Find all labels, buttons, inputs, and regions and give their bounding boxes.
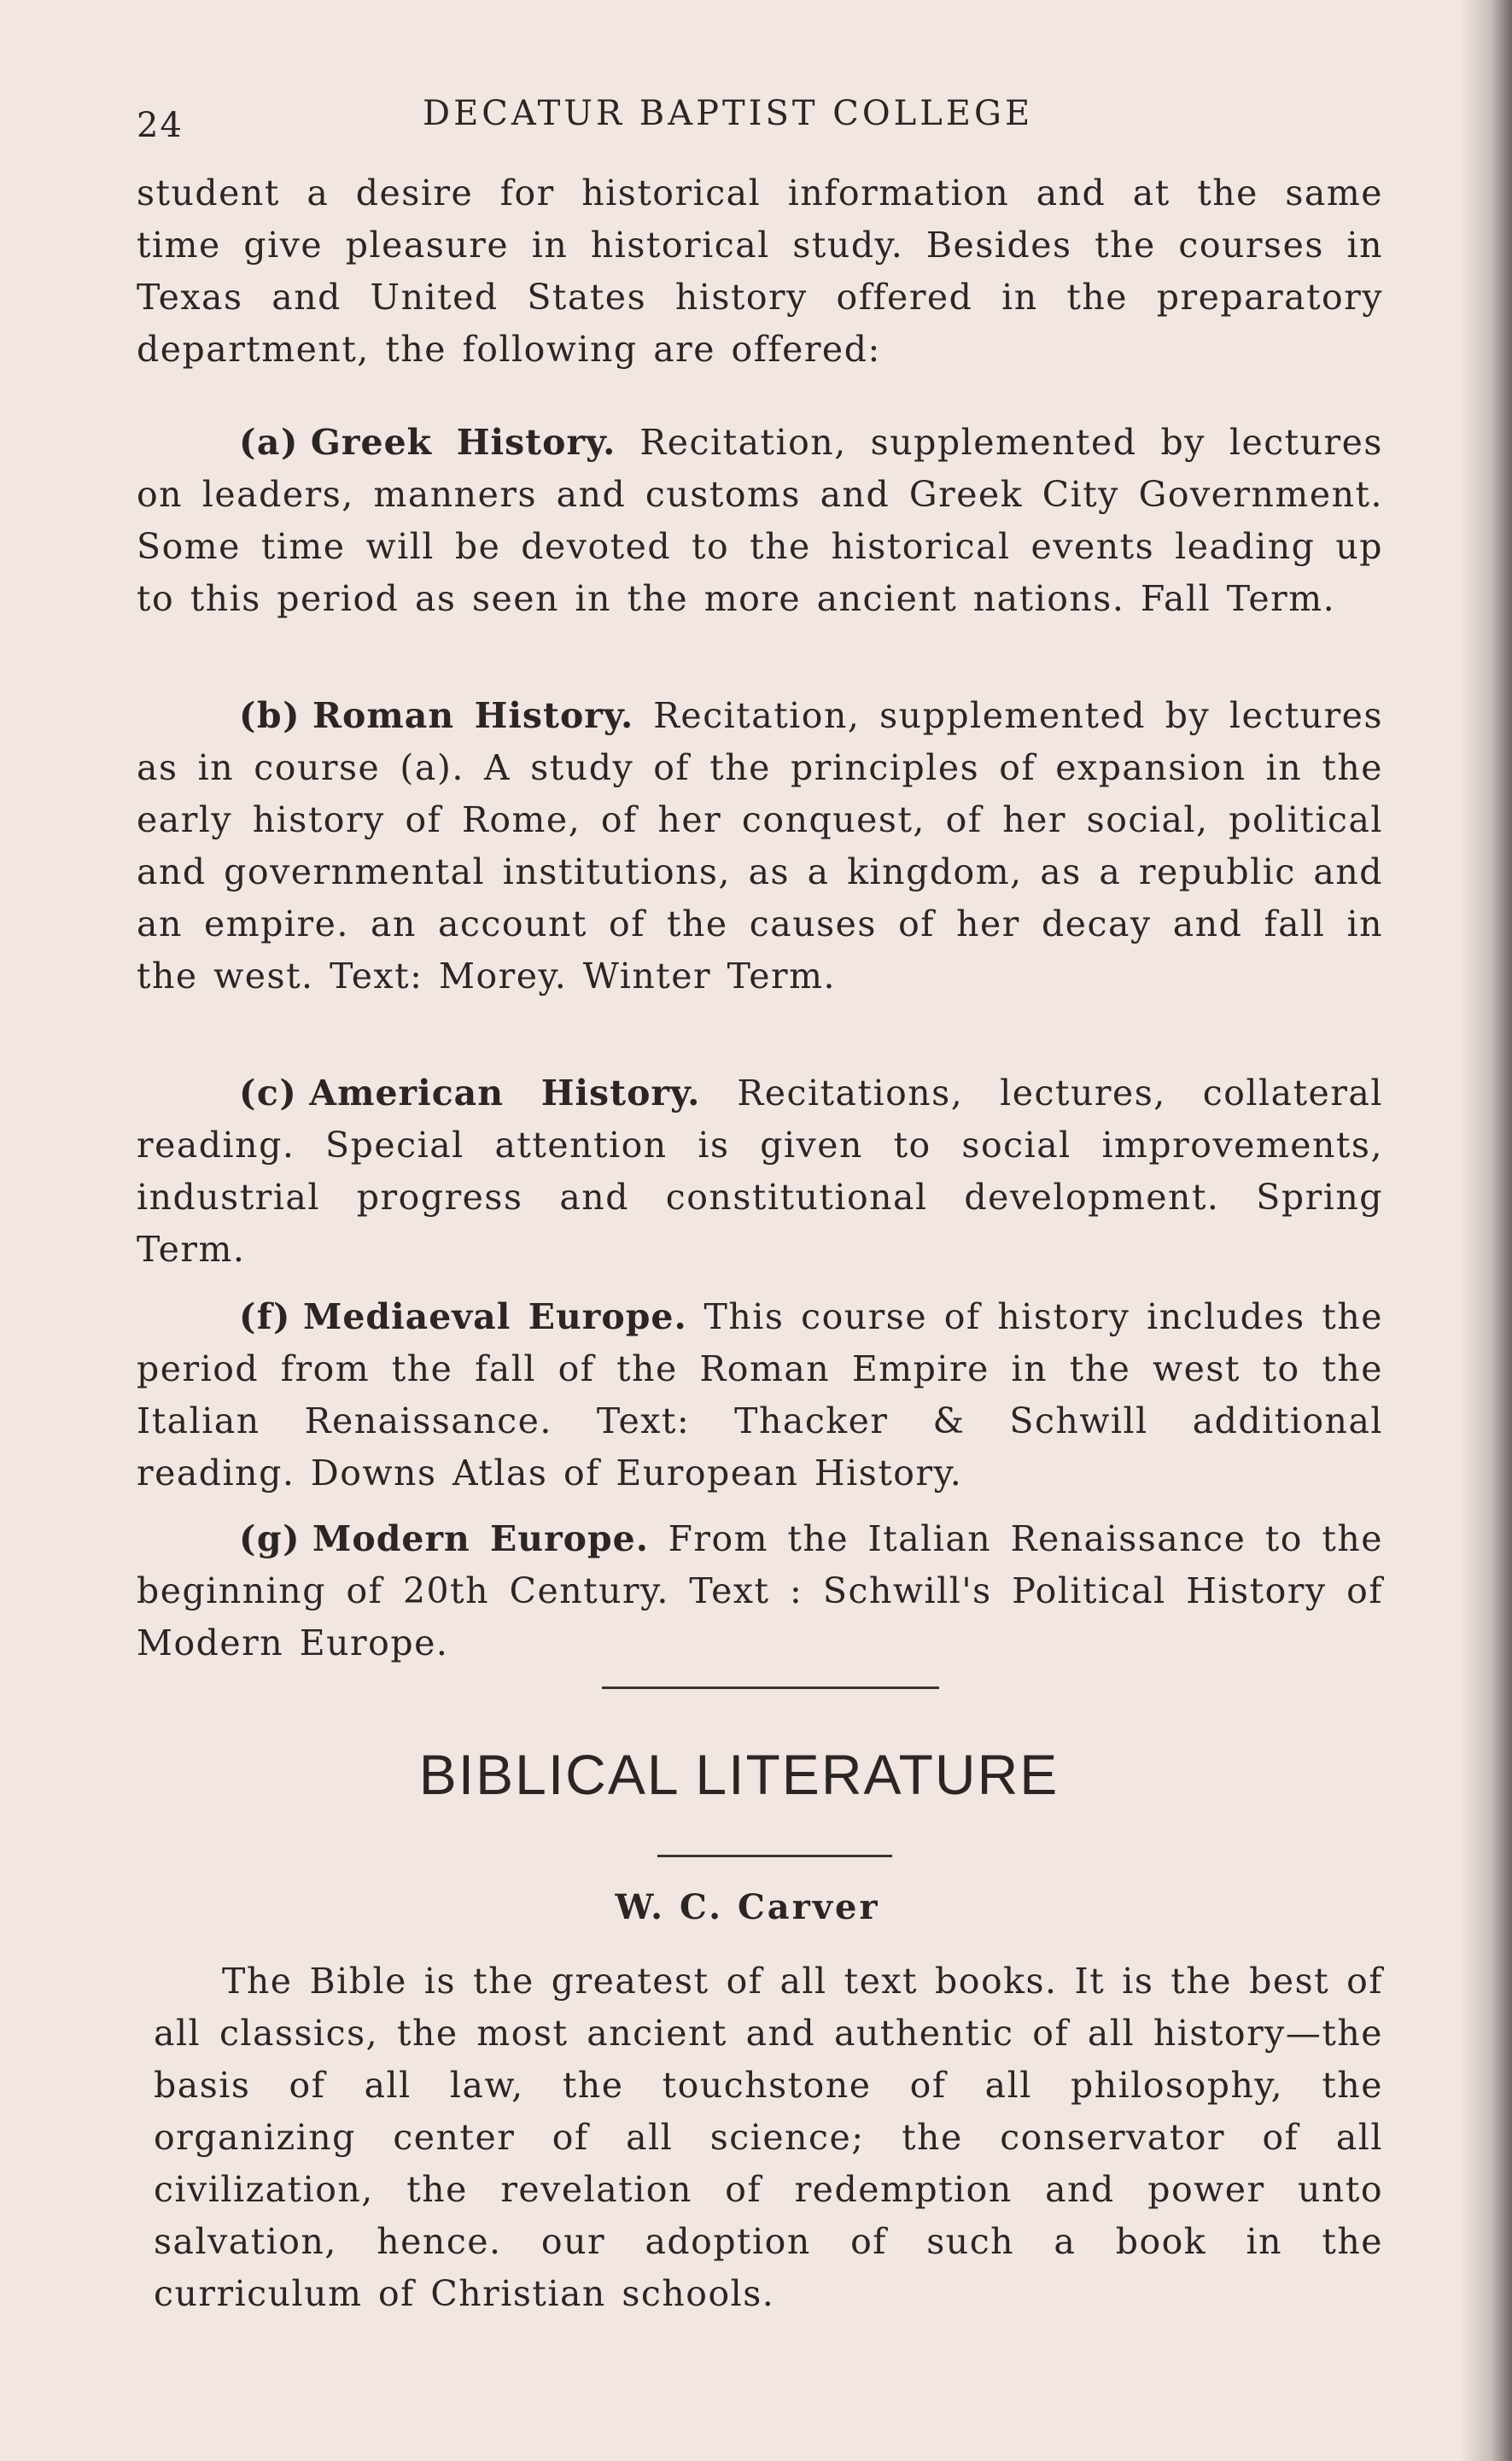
course-label: (g) bbox=[239, 1518, 301, 1559]
course-description: From the Italian Renaissance to the beginning of 20th Century. Text : Schwill's Political History of Modern Europe. bbox=[137, 1518, 1383, 1663]
course-description: Recitation, supplemented by lectures as in course (a). A study of the principles of expansion in the early history of Rome, of her conquest, of her social, political and governmental institutions, as a kingdom, as a republic and an empire. an account of the causes of her decay and fall in the west. Text: Morey. Winter Term. bbox=[137, 695, 1383, 997]
section-divider bbox=[602, 1686, 939, 1689]
author-name: W. C. Carver bbox=[615, 1887, 880, 1927]
course-paragraph-f bbox=[137, 1291, 1383, 1499]
course-label: (f) bbox=[239, 1296, 291, 1337]
title-underline bbox=[657, 1855, 892, 1857]
course-title: Greek History. bbox=[310, 422, 616, 463]
page-number: 24 bbox=[137, 106, 184, 145]
course-paragraph-g bbox=[137, 1513, 1383, 1669]
section-paragraph bbox=[154, 1955, 1383, 2320]
course-paragraph-a bbox=[137, 417, 1383, 625]
course-title: Mediaeval Europe. bbox=[302, 1296, 687, 1337]
course-paragraph-c bbox=[137, 1067, 1383, 1276]
course-title: Roman History. bbox=[312, 695, 634, 736]
course-label: (a) bbox=[239, 422, 299, 463]
course-label: (b) bbox=[239, 695, 301, 736]
course-description: Recitations, lectures, collateral reading. Special attention is given to social improvements, industrial progress and constitutional development. Spring Term. bbox=[137, 1073, 1383, 1270]
intro-text: student a desire for historical information and at the same time give pleasure in historical study. Besides the courses in Texas and United States history offered in the preparatory department, the following are offered: bbox=[137, 172, 1383, 370]
binding-shadow bbox=[1461, 0, 1512, 2461]
course-label: (c) bbox=[239, 1073, 298, 1114]
section-text: The Bible is the greatest of all text books. It is the best of all classics, the most ancient and authentic of all history—the basis of all law, the touchstone of all philosophy, the organizing center of all science; the conservator of all civilization, the revelation of redemption and power unto salvation, hence. our adoption of such a book in the curriculum of Christian schools. bbox=[154, 1961, 1383, 2314]
course-title: Modern Europe. bbox=[312, 1518, 650, 1559]
section-title: BIBLICAL LITERATURE bbox=[418, 1743, 1060, 1806]
intro-paragraph bbox=[137, 167, 1383, 376]
course-description: This course of history includes the period from the fall of the Roman Empire in the west to the Italian Renaissance. Text: Thacker & Schwill additional reading. Downs Atlas of European History. bbox=[137, 1296, 1383, 1494]
course-paragraph-b bbox=[137, 690, 1383, 1003]
course-description: Recitation, supplemented by lectures on leaders, manners and customs and Greek City Government. Some time will be devoted to the historical events leading up to this period as seen in the more ancient nations. Fall Term. bbox=[137, 422, 1383, 619]
running-head: DECATUR BAPTIST COLLEGE bbox=[423, 94, 1034, 133]
course-title: American History. bbox=[309, 1073, 701, 1114]
